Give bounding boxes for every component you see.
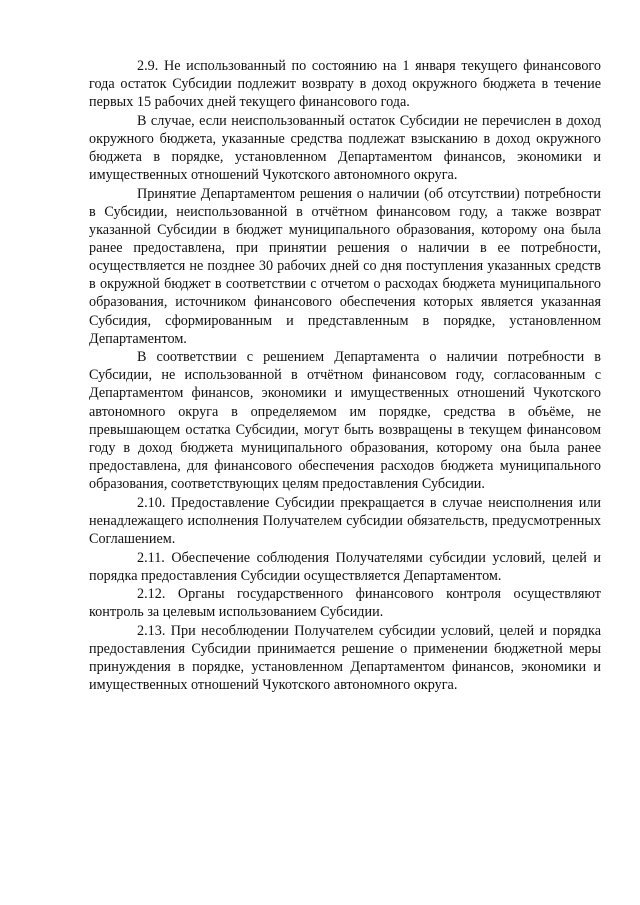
paragraph-2-12: 2.12. Органы государственного финансового контроля осуществляют контроль за целевым использованием Субсидии.: [89, 586, 601, 621]
paragraph-return-to-municipal-budget: В соответствии с решением Департамента о наличии потребности в Субсидии, не использованной в отчётном финансовом году, согласованным с Департаментом финансов, экономики и имущественных отношений Чукотского автономного округа в определяемом им порядке, средства в объёме, не превышающем остатка Субсидии, могут быть возвращены в текущем финансовом году в доход бюджета муниципального образования, которому она была ранее предоставлена, для финансового обеспечения расходов бюджета муниципального образования, соответствующих целям предоставления Субсидии.: [89, 349, 601, 492]
paragraph-2-13: 2.13. При несоблюдении Получателем субсидии условий, целей и порядка предоставления Субсидии принимается решение о применении бюджетной меры принуждения в порядке, установленном Департаментом финансов, экономики и имущественных отношений Чукотского автономного округа.: [89, 623, 601, 694]
paragraph-2-11: 2.11. Обеспечение соблюдения Получателями субсидии условий, целей и порядка предоставления Субсидии осуществляется Департаментом.: [89, 549, 601, 584]
document-page: [89, 57, 601, 695]
paragraph-unused-balance-recovery: В случае, если неиспользованный остаток Субсидии не перечислен в доход окружного бюджета, указанные средства подлежат взысканию в доход окружного бюджета в порядке, установленном Департаментом финансов, экономики и имущественных отношений Чукотского автономного округа.: [89, 112, 601, 184]
paragraph-2-9: 2.9. Не использованный по состоянию на 1 января текущего финансового года остаток Субсидии подлежит возврату в доход окружного бюджета в течение первых 15 рабочих дней текущего финансового года.: [89, 58, 601, 111]
paragraph-2-10: 2.10. Предоставление Субсидии прекращается в случае неисполнения или ненадлежащего исполнения Получателем субсидии обязательств, предусмотренных Соглашением.: [89, 494, 601, 547]
paragraph-need-decision: Принятие Департаментом решения о наличии (об отсутствии) потребности в Субсидии, неиспользованной в отчётном финансовом году, а также возврат указанной Субсидии в бюджет муниципального образования, которому она была ранее предоставлена, при принятии решения о наличии в ее потребности, осуществляется не позднее 30 рабочих дней со дня поступления указанных средств в окружной бюджет в соответствии с отчетом о расходах бюджета муниципального образования, источником финансового обеспечения которых является указанная Субсидия, сформированным и представленным в порядке, установленном Департаментом.: [89, 185, 601, 347]
